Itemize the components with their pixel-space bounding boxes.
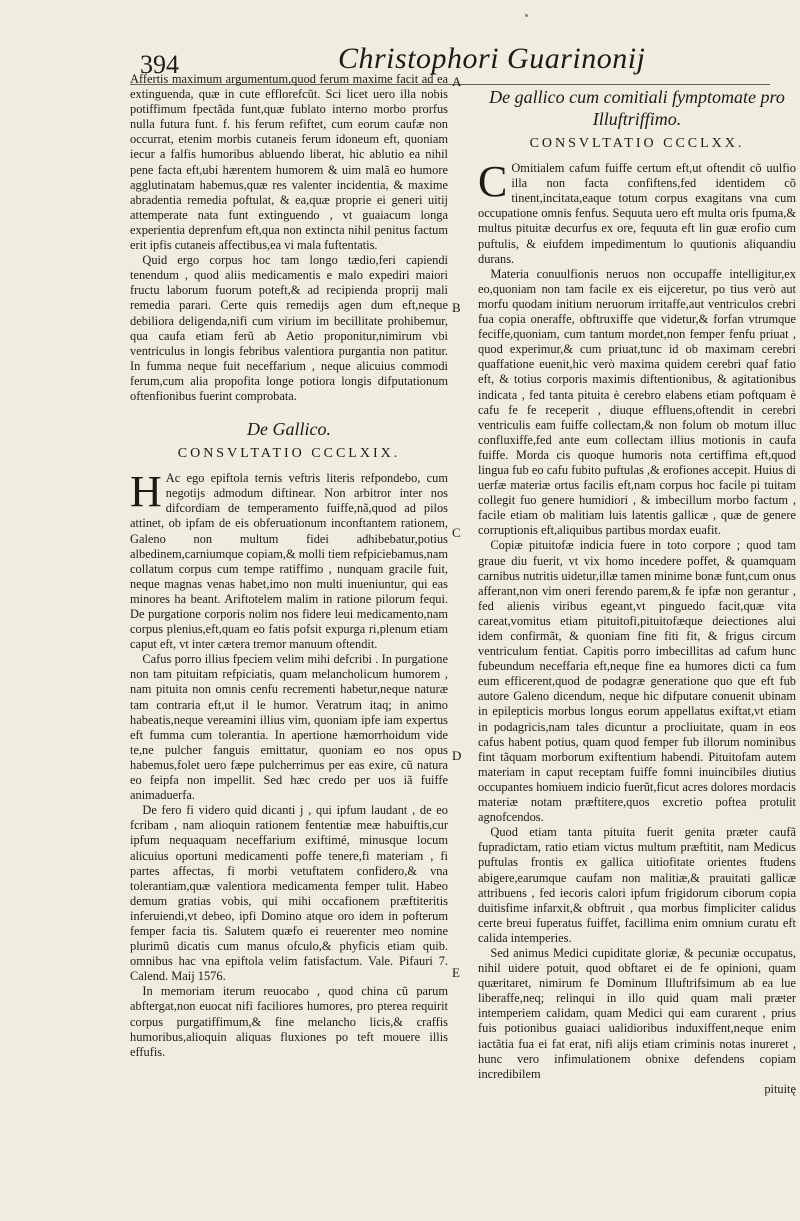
paragraph: Sed animus Medici cupiditate gloriæ, & pecuniæ occupatus, nihil uidere potuit, quod obftaret ei de fe opinioni, quam quæritaret, nimirum fe Dominum Illuftrifsimum ab ea lue liberaffe,neq; relinqui in illo quid quam mali præter intemperiem calidam, quam Medici qui eam curarent , prius fuis potionibus guaiaci ualidioribus induxiffent,neque enim iactãtia fua ei fat erat, nifi alijs etiam criminis notas inureret , hunc vero infimulationem obnixe defendens copiam incredibilem [478,945,796,1081]
paragraph: De fero fi videro quid dicanti j , qui ipfum laudant , de eo fcribam , nam alioquin rationem fententiæ meæ habuiftis,cur ipfum nequaquam neceffarium exiftimé, minusque locum alicuius oportuni medicamenti poffe tenere,fi materiam , fi partes affectas, fi morbi vetuftatem confidero,& vna tolerantiam,quæ valentiora medicamenta femper tulit. Habeo demum gratias vobis, qui mihi occafionem præftiteritis inferuiendi,vt debeo, ipfi Domino atque oro idem in pofterum femper facia tis. Salutem quæfo ei reuerenter meo nomine plurimũ dicatis cum manus ofculo,& phyficis etiam quib. omnibus hac vna epiftola velim fatisfactum. Vale. Pifauri 7. Calend. Maij 1576. [130,803,448,984]
consultatio-heading: CONSVLTATIO CCCLXX. [529,136,745,151]
paragraph: Cafus porro illius fpeciem velim mihi defcribi . In purgatione non tam pituitam refpiciatis, quam melancholicum humorem , nam pituita non omnis cenfu recrementi habetur,neque naturæ tam contraria eft,ut il le humor. Veratrum itaq; in animo habeatis,neque vereamini illius vim, quoniam ipfe iam expertus eft fumma cum tolerantia. In apertione hæmorrhoidum vide te,ne pulcher fanguis emittatur, quoniam eo nos opus habemus,folet uero fæpe pulcherrimus per eas exire, cũ natura eo feipfa non impellit. Sed hæc credo per uos iã fuiffe animaduerfa. [130,652,448,803]
section-heading-de-gallico: De Gallico. [247,419,331,440]
paragraph: In memoriam iterum reuocabo , quod china cũ parum abftergat,non euocat nifi faciliores humores, pro pterea requirit corpus purgatiffimum,& fine melancho licis,& craffis humoribus,alioquin aliquas fluxiones po teft mouere illis effufis. [130,984,448,1059]
section-heading: De gallico cum comitiali fymptomate pro Illuftriffimo. [489,87,785,129]
paragraph [478,157,796,267]
right-column [478,72,796,1097]
drop-cap: C [478,157,508,207]
paragraph: Affertis maximum argumentum,quod ferum maxime facit ad ea extinguenda, quæ in cute efflorefcũt. Sci licet uero illa nobis potiffimum fpectãda funt,quæ fublato interno morbo prorfus nulla futura funt. f. his ferum refiftet, cum eorum caufæ non occurrat, etenim morbis cutaneis ferum idoneum eft, quoniam iecur a falfis humoribus abluendo liberat, hic ablutio ea nihil pene facta eft,ubi hærentem humorem & uim malã eo humore agglutinatam habemus,quæ res valenter incidentia, & maxime abradentia remedia poftulat, & ea,quæ proprie ei generi uitij attemperate nata funt extinguendo , vt guaiacum longa experientia deprenfum eft,qua non extincta nihil penitus factum erit ipfis cutaneis affectibus,ea vi mala fuftentatis. [130,72,448,253]
margin-letter-b: B [452,300,461,315]
left-column [130,72,448,1060]
paragraph-text: Ac ego epiftola ternis veftris literis refpondebo, cum negotijs admodum diftinear. Non arbitror inter nos difcordiam de temperamento fuiffe,nã,quod ad pilos attinet, ob ipfam de eis obferuationum inconftantem rationem, Galeno non multum fidei adhibebatur,potius albedinem,carniumque copiam,& molli tiem refpiciebamus,nam collatum corpus cum tempe ratiffimo , nunquam gracile fuit, neque magnas venas habet,imo non multi inueniuntur, qui eas minores ha beant. Ariftotelem malim in ratione pilorum fequi. De purgatione corporis nolim nos fidere leui medicamento,nam corpus plenius,eft,quam eo fatis pofsit expurga ri,plenum etiam caput eft, vt inter cætera tremor manuum oftendit. [130,471,448,652]
paragraph: Quid ergo corpus hoc tam longo tædio,feri capiendi tenendum , quod aliis medicamentis e malo expediri maiori fructu laborum fuorum poteft,& ad recipienda proprij mali remedia parari. Certe quis remedijs agen dum eft,neque debiliora deligenda,nifi cum virium im becillitate prohibemur, qua caufa etiam ferũ ab Aetio proponitur,nimirum vbi ventriculus in longis febribus valentiora purgantia non patitur. In fumma neque fuit neceffarium , neque alicuius commodi ferum,cum alia propofita longe potiora longis difputationum oftenfionibus fuerint comprobata. [130,253,448,403]
margin-letter-a: A [452,74,462,89]
page-number: 394 [140,50,179,79]
paragraph: Materia conuulfionis neruos non occupaffe intelligitur,ex eo,quoniam non tam facile ex eis eijceretur, po tius verò aut morfu quodam initium neruorum irritaffe,aut ventriculos crebri fua copia oneraffe, obftruxiffe que videtur,& forfan vtrumque feciffe,quoniam, cum tantum mordet,non femper fenfu priuat , quod experimur,& cum priuat,tunc id ob maximam cerebri quaffatione euenit,hic verò maxima quidem cerebri quaf fatio eft, & totius corporis maximis diftentionibus, & agitationibus indicata , fed tanta pituita è cerebro elabens etiam poftquam è cafu fe fe receperit , diuque effluens,oftendit in cerebri ventriculis eam fuiffe collectam,& non folum ob motum illuc confluxiffe,fed ante eum collectam illius motionis in caufa fuiffe. Morda cis quoque humoris nota certiffima eft,quod lingua fub eo cafu fubito puftulas ,& erofiones accepit. Huius di uerfæ materiæ ortus facilis eft,nam corpus hoc facile pi tuitam collegit fuo genere humidiori , & imbecillum morbo factum , facile etiam ob malitiam luis latentis gallicæ , quæ de genere corruptionis eft,aliquibus partibus mordax euafit. [478,266,796,538]
margin-letter-e: E [452,965,460,980]
ink-speck [525,14,528,17]
running-head: Christophori Guarinonij [338,42,646,75]
margin-letter-c: C [452,525,461,540]
consultatio-heading: CONSVLTATIO CCCLXIX. [177,446,401,462]
paragraph: Quod etiam tanta pituita fuerit genita præter caufã fupradictam, ratio etiam victus multum præftitit, nam Medicus puftulas frontis ex gallica uitiofitate orientes ftudens abigere,earumque caufam non malitiæ,& prauitati gallicæ attribuens , fed iecoris calori ipfum frigidorum ciborum copia duitisfime infarxit,& obftruit , qua morbus fimpliciter calidus certe breui fuperatus fuiffet, facillima enim omnium curatu eft calida intemperies. [478,825,796,945]
margin-letter-d: D [452,748,462,763]
catchword: pituitę [764,1081,796,1096]
paragraph [130,467,448,652]
drop-cap: H [130,467,162,517]
paragraph: Copiæ pituitofæ indicia fuere in toto corpore ; quod tam graue diu fuerit, vt vix homo incedere poffet, & quamquam carnibus nutritis uidetur,illæ tamen minime bonæ funt,cum onus afferant,non vim oneri ferendo parem,& fe ipfæ non gerantur , fed alienis viribus egeant,vt pinguedo facit,quæ vita careat,vomitus etiam pituitofi,pituitofæque deiectiones alui idem confirmãt, & quoniam fine fiti fit, & frigus circum ventriculum fentiat. Capitis porro imbecillitas ad cafum hunc fubeundum neceffaria eft,neque fine ea humores dicti ca fum eum efficerent,quod de podagræ generatione quo que eft fub autore Galeno dicendum, neque hic difputare conuenit ubinam in epilepticis morbus longus eorum appellatus exiftat,vt etiam in podagricis,nam tales dicuntur a procliuitate, quam in eos cafus habent potius, quam quod femper fub illorum nominibus fint tãquam morborum exiftentium habendi. Pituitofam autem materiam in caput receptam fuiffe fomni inuincibiles diutius occupantes homiuem indicio fuerũt,ficut acres dolores mordacis materiæ notam præftitere,quos excretio poftea protulit agnofcendos. [478,538,796,825]
paragraph-text: Omitialem cafum fuiffe certum eft,ut oftendit cõ uulfio illa non facta confiftens,fed identidem cõ tinent,incitata,eaque totum corpus exagitans vna cum occupatione omnis fenfus. Sequuta uero eft multa oris fpuma,& multus pituitæ decurfus ex ore, fequuta eft lin guæ erofio cum puftulis, & eiufdem impedimentum lo quutionis aliquandiu durans. [478,161,796,266]
